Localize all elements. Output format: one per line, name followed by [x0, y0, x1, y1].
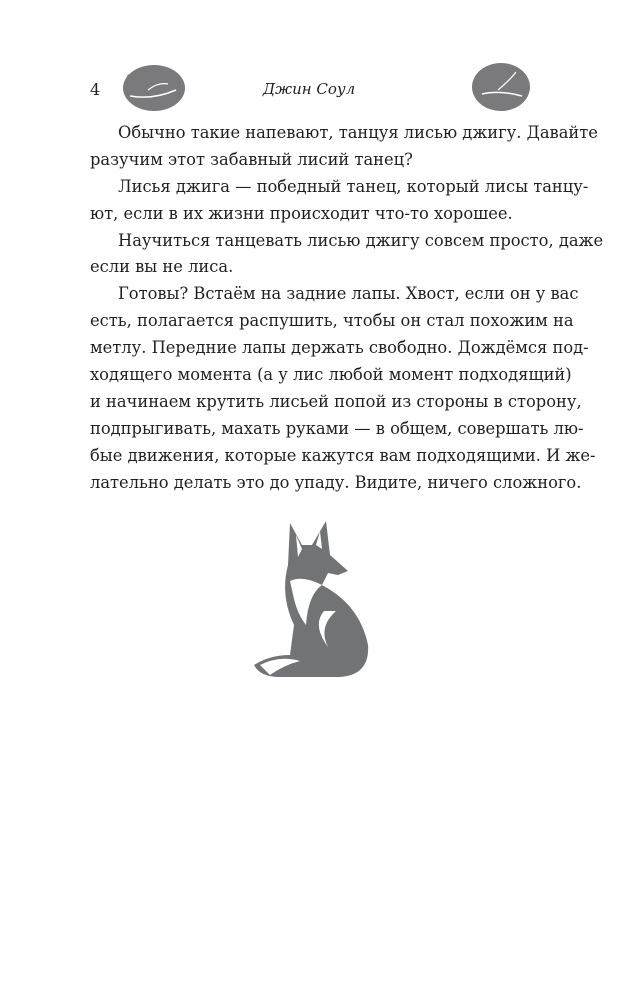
text-line: ходящего момента (а у лис любой момент подходящий) — [90, 365, 572, 385]
text-line: ют, если в их жизни происходит что-то хорошее. — [90, 203, 513, 223]
text-line: Готовы? Встаём на задние лапы. Хвост, если он у вас — [118, 284, 579, 304]
page-number: 4 — [90, 80, 101, 99]
text-line: подпрыгивать, махать руками — в общем, совершать лю- — [90, 418, 584, 438]
text-line: Обычно такие напевают, танцуя лисью джигу. Давайте — [118, 123, 598, 142]
text-line: если вы не лиса. — [90, 257, 234, 277]
running-head: Джин Соул — [262, 80, 356, 98]
sitting-fox-illustration-icon — [250, 515, 380, 685]
text-line: метлу. Передние лапы держать свободно. Дождёмся под- — [90, 338, 589, 358]
text-line: и начинаем крутить лисьей попой из стороны в сторону, — [90, 391, 582, 411]
body-text — [90, 120, 604, 496]
text-line: Лисья джига — победный танец, который лисы танцу- — [118, 176, 589, 196]
text-line: лательно делать это до упаду. Видите, ничего сложного. — [90, 472, 582, 492]
sleeping-fox-ornament-icon — [118, 60, 188, 112]
sleeping-fox-ornament-icon — [470, 60, 532, 112]
text-line: есть, полагается распушить, чтобы он стал похожим на — [90, 311, 574, 331]
text-line: разучим этот забавный лисий танец? — [90, 149, 413, 169]
text-line: Научиться танцевать лисью джигу совсем просто, даже — [118, 230, 604, 250]
text-line: бые движения, которые кажутся вам подходящими. И же- — [90, 445, 596, 465]
